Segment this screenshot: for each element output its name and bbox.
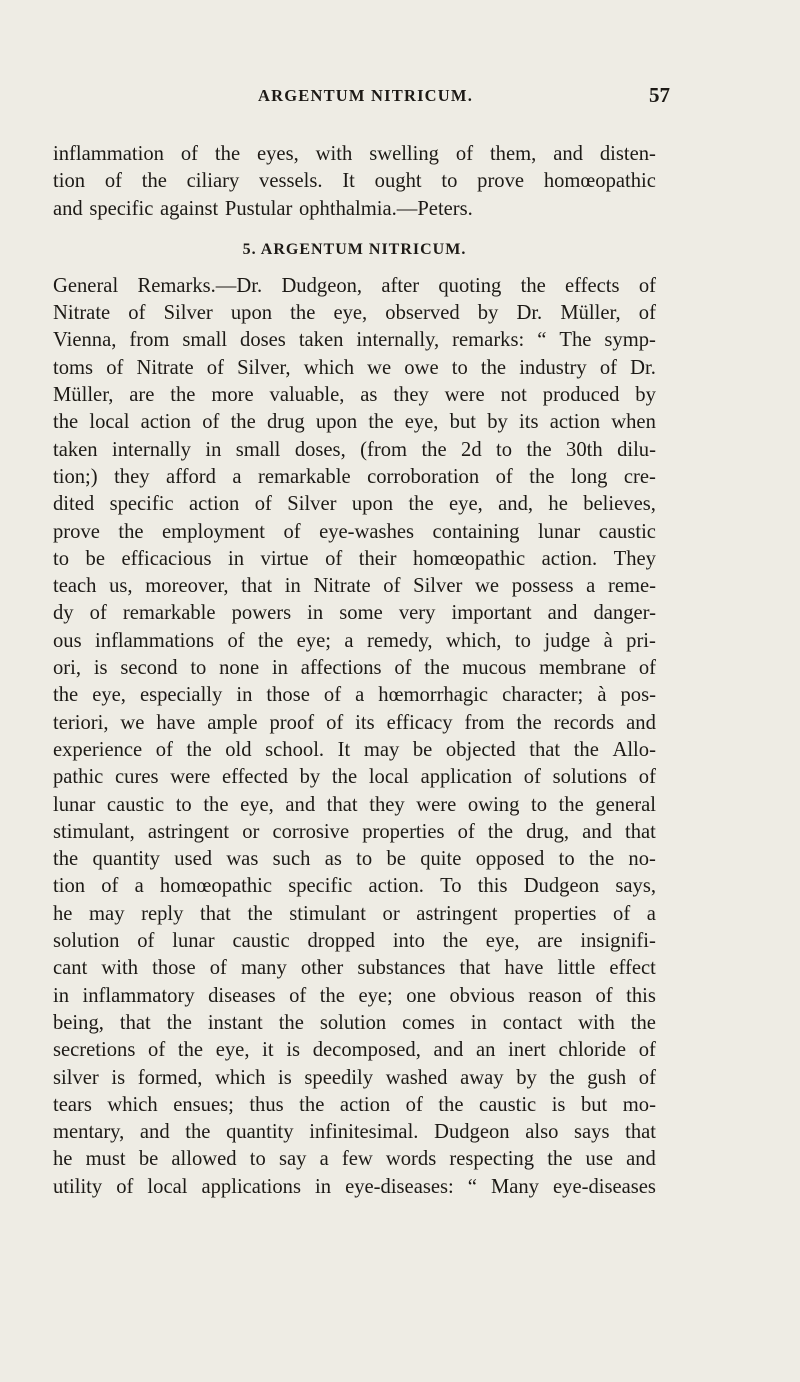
text-line: stimulant, astringent or corrosive properties of the drug, and that <box>53 820 656 843</box>
text-line: secretions of the eye, it is decomposed, and an inert chloride of <box>53 1039 656 1062</box>
text-line: toms of Nitrate of Silver, which we owe to the industry of Dr. <box>53 356 656 379</box>
text-line: Vienna, from small doses taken internally, remarks: “ The symp- <box>53 329 656 352</box>
text-line: being, that the instant the solution comes in contact with the <box>53 1011 656 1034</box>
running-title: ARGENTUM NITRICUM. <box>258 86 474 105</box>
text-line: ori, is second to none in affections of the mucous membrane of <box>53 657 656 680</box>
text-line: lunar caustic to the eye, and that they were owing to the general <box>53 793 656 816</box>
paragraph-continuation <box>53 141 656 223</box>
text-line: the local action of the drug upon the eye, but by its action when <box>53 411 656 434</box>
text-line: ous inflammations of the eye; a remedy, which, to judge à pri- <box>53 629 656 652</box>
text-line: utility of local applications in eye-diseases: “ Many eye-diseases <box>53 1175 656 1198</box>
text-line: prove the employment of eye-washes containing lunar caustic <box>53 520 656 543</box>
text-line: to be efficacious in virtue of their homœopathic action. They <box>53 547 656 570</box>
paragraph-general-remarks <box>53 273 656 1201</box>
text-line: Müller, are the more valuable, as they were not produced by <box>53 384 656 407</box>
running-header <box>40 83 670 112</box>
text-line: pathic cures were effected by the local application of solutions of <box>53 766 656 789</box>
text-line: and specific against Pustular ophthalmia.—Peters. <box>53 197 473 220</box>
text-line: taken internally in small doses, (from the 2d to the 30th dilu- <box>53 438 656 461</box>
text-line: he must be allowed to say a few words respecting the use and <box>53 1148 656 1171</box>
text-line: dited specific action of Silver upon the eye, and, he believes, <box>53 493 656 516</box>
body-text <box>53 141 656 1201</box>
text-line: experience of the old school. It may be objected that the Allo- <box>53 738 656 761</box>
text-line: he may reply that the stimulant or astringent properties of a <box>53 902 656 925</box>
text-line: mentary, and the quantity infinitesimal. Dudgeon also says that <box>53 1121 656 1144</box>
text-line: teriori, we have ample proof of its efficacy from the records and <box>53 711 656 734</box>
text-line: tears which ensues; thus the action of the caustic is but mo- <box>53 1093 656 1116</box>
text-line: the quantity used was such as to be quite opposed to the no- <box>53 848 656 871</box>
text-line: cant with those of many other substances that have little effect <box>53 957 656 980</box>
page-number: 57 <box>649 83 670 107</box>
text-line: inflammation of the eyes, with swelling of them, and disten- <box>53 143 656 165</box>
text-line: General Remarks.—Dr. Dudgeon, after quoting the effects of <box>53 274 656 297</box>
text-line: the eye, especially in those of a hœmorrhagic character; à pos- <box>53 684 656 707</box>
section-heading: 5. ARGENTUM NITRICUM. <box>242 240 467 258</box>
text-line: Nitrate of Silver upon the eye, observed by Dr. Müller, of <box>53 302 656 325</box>
text-line: tion of the ciliary vessels. It ought to prove homœopathic <box>53 170 656 193</box>
text-line: in inflammatory diseases of the eye; one obvious reason of this <box>53 984 656 1007</box>
text-line: silver is formed, which is speedily washed away by the gush of <box>53 1066 656 1089</box>
text-line: teach us, moreover, that in Nitrate of Silver we possess a reme- <box>53 575 656 598</box>
text-line: dy of remarkable powers in some very important and danger- <box>53 602 656 625</box>
text-line: solution of lunar caustic dropped into the eye, are insignifi- <box>53 930 656 953</box>
text-line: tion;) they afford a remarkable corroboration of the long cre- <box>53 465 656 488</box>
text-line: tion of a homœopathic specific action. To this Dudgeon says, <box>53 875 656 898</box>
